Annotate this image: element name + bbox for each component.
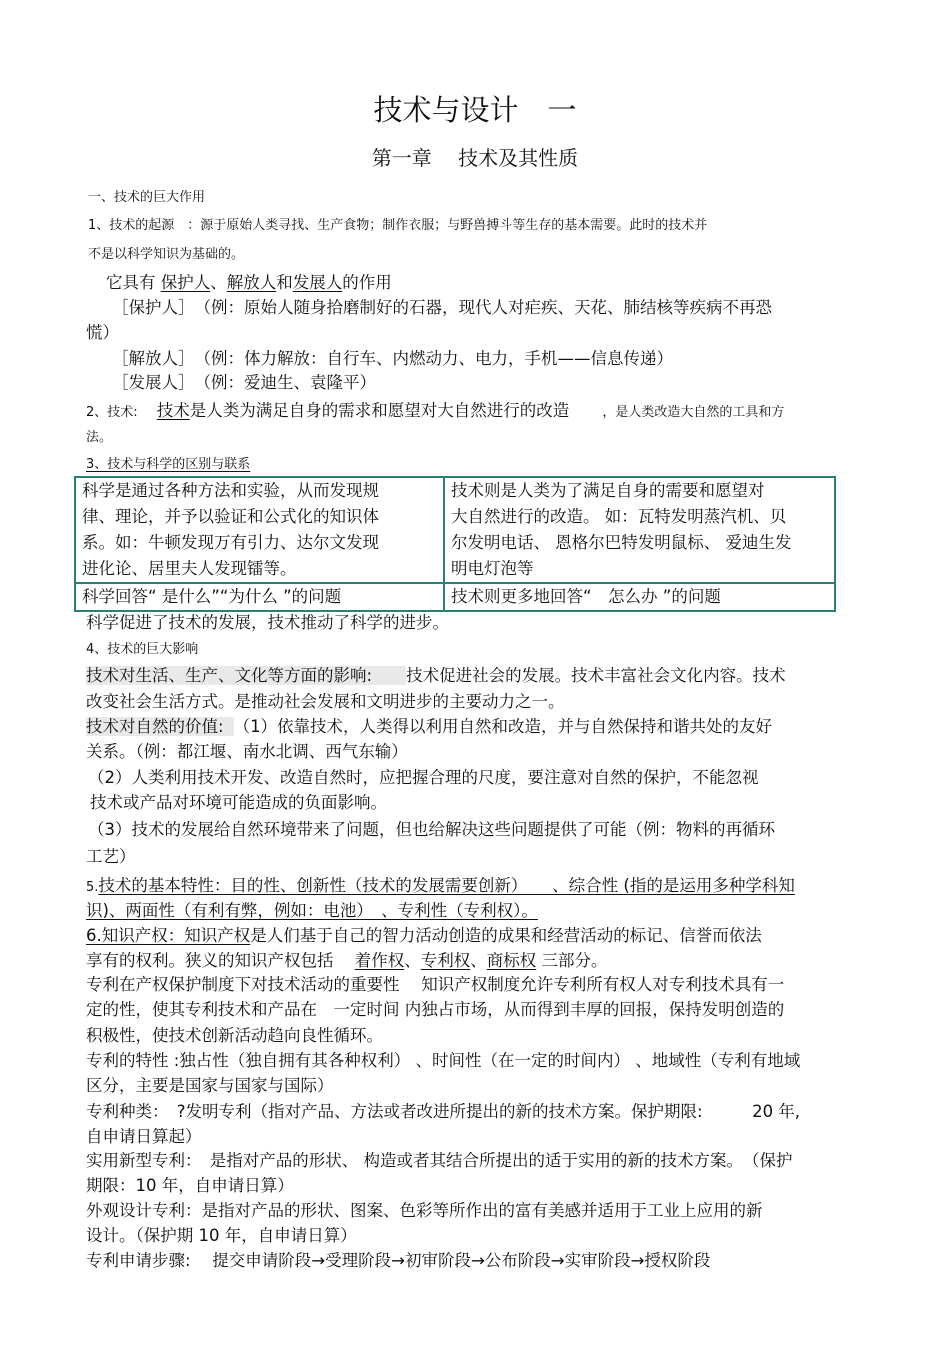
- patent-role-line: 定的性，使其专利技术和产品在 一定时间 内独占市场，从而得到丰厚的回报，保持发明创造的: [86, 1000, 785, 1019]
- science-question-cell: 科学回答“ 是什么”“为什么 ”的问题: [75, 583, 444, 611]
- tech-origin-line-2: 不是以科学知识为基础的。: [88, 247, 245, 262]
- patent-types-line: 自申请日算起）: [86, 1127, 202, 1146]
- ip-definition-line-2: 享有的权利。狭义的知识产权包括 着作权、专利权、商标权 三部分。: [86, 951, 608, 970]
- table-row: [75, 477, 835, 583]
- tech-cell: [444, 477, 835, 583]
- section-5-traits: 技术的基本特性：目的性、创新性（技术的发展需要创新） 、综合性 (指的是运用多种学科知: [98, 876, 795, 895]
- science-line: 进化论、居里夫人发现镭等。: [82, 559, 297, 578]
- nature-point-2-cont: 技术或产品对环境可能造成的负面影响。: [90, 793, 387, 812]
- tech-origin-line-1: 1、技术的起源 ：源于原始人类寻找、生产食物；制作衣服；与野兽搏斗等生存的基本需要。此时的技术并: [88, 218, 708, 233]
- definition-body: 是人类为满足自身的需求和愿望对大自然进行的改造: [189, 401, 570, 420]
- nature-point-2: （2）人类利用技术开发、改造自然时，应把握合理的尺度，要注意对自然的保护，不能忽视: [88, 768, 759, 787]
- patent-role-line: 积极性，使技术创新活动趋向良性循环。: [86, 1026, 383, 1045]
- utility-model-line: 期限：10 年，自申请日算）: [86, 1176, 294, 1195]
- impact-line-2: 改变社会生活方式。是推动社会发展和文明进步的主要动力之一。: [86, 692, 565, 711]
- role-protect: 保护人: [160, 273, 211, 292]
- ip-narrow-prefix: 享有的权利。狭义的知识产权包括: [86, 951, 334, 970]
- definition-tail: ，是人类改造大自然的工具和方: [602, 405, 785, 420]
- roles-sep-1: 、: [210, 273, 227, 292]
- section-4-heading: 4、技术的巨大影响: [86, 642, 199, 657]
- science-tech-relation: 科学促进了技术的发展，技术推动了科学的进步。: [86, 613, 449, 632]
- tech-question-cell: 技术则更多地回答“ 怎么办 ”的问题: [444, 583, 835, 611]
- patent-traits-line: 区分，主要是国家与国家与国际）: [86, 1076, 334, 1095]
- section-5-number: 5.: [86, 880, 99, 895]
- patent-role-line: 专利在产权保护制度下对技术活动的重要性 知识产权制度允许专利所有权人对专利技术具有一: [86, 975, 785, 994]
- impact-line-1: [86, 662, 786, 686]
- tech-definition-line: [86, 397, 784, 421]
- tech-line: 技术则是人类为了满足自身的需要和愿望对: [451, 481, 765, 500]
- tech-line: 大自然进行的改造。 如：瓦特发明蒸汽机、贝: [451, 507, 787, 526]
- science-line: 律、理论，并予以验证和公式化的知识体: [82, 507, 379, 526]
- nature-point-3-cont: 工艺）: [86, 847, 136, 866]
- impact-text: 技术促进社会的发展。技术丰富社会文化内容。技术: [406, 666, 786, 685]
- chapter-title: 第一章 技术及其性质: [371, 146, 579, 170]
- science-tech-table: [74, 476, 836, 612]
- section-5-line-2: 识)、两面性（有利有弊，例如：电池） 、专利性（专利权）。: [86, 901, 538, 920]
- roles-suffix: 的作用: [342, 273, 392, 292]
- impact-label: 技术对生活、生产、文化等方面的影响:: [86, 666, 406, 685]
- protect-example-line-1: ［保护人］ （例：原始人随身拾磨制好的石器，现代人对疟疾、天花、肺结核等疾病不再恐: [112, 298, 772, 317]
- ip-patent: 专利权: [420, 951, 471, 970]
- definition-term: 技术: [156, 401, 190, 420]
- doc-title: 技术与设计 一: [373, 93, 577, 127]
- design-patent-line: 外观设计专利：是指对产品的形状、图案、色彩等所作出的富有美感并适用于工业上应用的新: [86, 1201, 763, 1220]
- utility-model-line: 实用新型专利： 是指对产品的形状、 构造或者其结合所提出的适于实用的新的技术方案。 （保护: [86, 1151, 793, 1170]
- tech-roles-line: [106, 269, 392, 293]
- science-line: 系。如：牛顿发现万有引力、达尔文发现: [82, 533, 379, 552]
- nature-point-3: （3）技术的发展给自然环境带来了问题，但也给解决这些问题提供了可能（例：物料的再循环: [88, 820, 775, 839]
- patent-types-line: 专利种类： ?发明专利（指对产品、方法或者改进所提出的新的技术方案。保护期限: 20 年,: [86, 1102, 801, 1121]
- ip-trademark: 商标权: [486, 951, 537, 970]
- ip-narrow-suffix: 三部分。: [541, 951, 608, 970]
- definition-tail-2: 法。: [86, 430, 113, 445]
- patent-steps: 专利申请步骤: 提交申请阶段→受理阶段→初审阶段→公布阶段→实审阶段→授权阶段: [86, 1251, 711, 1270]
- science-cell: [75, 477, 444, 583]
- design-patent-line: 设计。（保护期 10 年，自申请日算）: [86, 1226, 357, 1245]
- ip-copyright: 着作权: [354, 951, 405, 970]
- section-1-heading: 一、技术的巨大作用: [88, 190, 206, 205]
- nature-point-1-cont: 关系。（例：都江堰、南水北调、西气东输）: [86, 742, 408, 761]
- roles-sep-2: 和: [276, 273, 293, 292]
- role-develop: 发展人: [292, 273, 343, 292]
- definition-prefix: 2、技术:: [86, 405, 138, 420]
- patent-traits-line: 专利的特性 :独占性（独自拥有其各种权利） 、时间性（在一定的时间内） 、地域性（专利有地域: [86, 1051, 801, 1070]
- nature-value-line-1: [86, 713, 772, 737]
- roles-prefix: 它具有: [106, 273, 156, 292]
- science-line: 科学是通过各种方法和实验，从而发现规: [82, 481, 379, 500]
- table-row: [75, 583, 835, 611]
- develop-example: ［发展人］ （例：爱迪生、袁隆平）: [112, 373, 376, 392]
- tech-line: 尔发明电话、 恩格尔巴特发明鼠标、 爱迪生发: [451, 533, 792, 552]
- nature-point-1: （1）依靠技术，人类得以利用自然和改造，并与自然保持和谐共处的友好: [233, 717, 773, 736]
- tech-line: 明电灯泡等: [451, 559, 534, 578]
- ip-body: 是人们基于自己的智力活动创造的成果和经营活动的标记、信誉而依法: [250, 926, 762, 945]
- nature-label: 技术对自然的价值:: [86, 717, 234, 736]
- section-5-line-1: [86, 872, 795, 896]
- role-liberate: 解放人: [226, 273, 277, 292]
- section-3-heading: 3、技术与科学的区别与联系: [86, 457, 251, 472]
- protect-example-line-2: 慌）: [86, 323, 119, 342]
- liberate-example: ［解放人］ （例：体力解放：自行车、内燃动力、电力，手机——信息传递）: [112, 349, 673, 368]
- ip-definition-line-1: [86, 922, 762, 946]
- ip-heading: 6.知识产权：知识产权: [86, 926, 251, 945]
